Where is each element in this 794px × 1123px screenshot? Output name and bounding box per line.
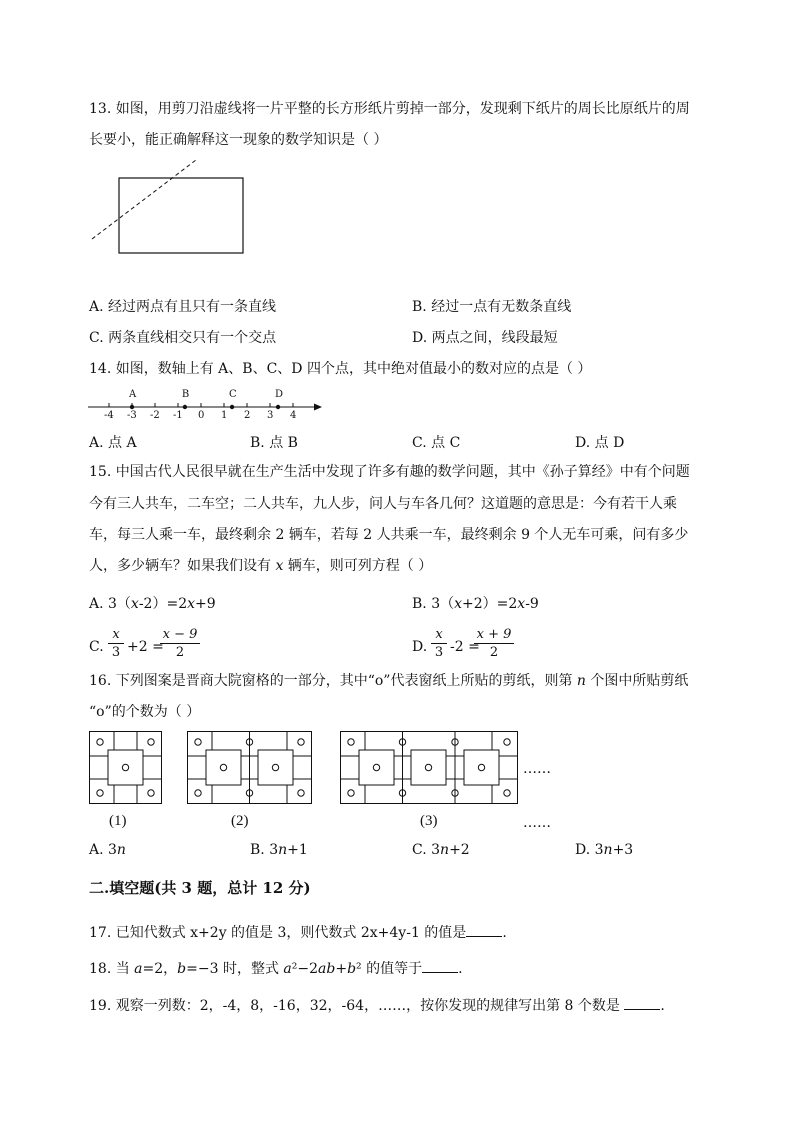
section-2-heading: 二.填空题(共 3 题，总计 12 分) xyxy=(89,879,311,897)
q16-line1: 16. 下列图案是晋商大院窗格的一部分，其中“o”代表窗纸上所贴的剪纸，则第 n 个图中所贴剪纸 xyxy=(89,673,689,689)
q15-line3: 车，每三人乘一车，最终剩余 2 辆车，若每 2 人共乘一车，最终剩余 9 个人无车可乘，问有多少 xyxy=(89,527,689,543)
q16-figure-1 xyxy=(89,731,169,806)
number-line-point-label-b: B xyxy=(181,389,190,400)
q14-line1: 14. 如图，数轴上有 A、B、C、D 四个点，其中绝对值最小的数对应的点是（ ） xyxy=(89,361,592,377)
q18-answer-blank[interactable] xyxy=(422,958,458,973)
q16-line2: “o”的个数为（ ） xyxy=(89,704,201,720)
q14-option-b[interactable]: B. 点 B xyxy=(250,435,298,451)
q15-line1: 15. 中国古代人民很早就在生产生活中发现了许多有趣的数学问题，其中《孙子算经》中有个问题 xyxy=(89,464,690,480)
q16-caption-1: (1) xyxy=(109,813,127,829)
number-line-tick-label: 3 xyxy=(267,410,274,421)
number-line-tick-label: -1 xyxy=(173,410,183,421)
q15-line4: 人，多少辆车？如果我们设有 x 辆车，则可列方程（ ） xyxy=(89,558,433,574)
q13-option-c[interactable]: C. 两条直线相交只有一个交点 xyxy=(89,330,277,346)
number-line-tick-label: -2 xyxy=(150,410,160,421)
number-line-point-b xyxy=(183,405,187,409)
q19-line: 19. 观察一列数：2，-4，8，-16，32，-64，……，按你发现的规律写出第 8 个数是 . xyxy=(89,995,665,1016)
q13-option-b[interactable]: B. 经过一点有无数条直线 xyxy=(412,299,572,315)
q15-option-c-mid: +2 = xyxy=(127,639,164,655)
number-line-tick-label: 4 xyxy=(290,410,297,421)
q15-option-d-label[interactable]: D. xyxy=(412,639,428,655)
q13-option-d[interactable]: D. 两点之间，线段最短 xyxy=(412,330,558,346)
q16-option-a[interactable]: A. 3n xyxy=(89,842,126,858)
q15-option-b[interactable]: B. 3（x+2）=2x-9 xyxy=(412,596,539,612)
q13-option-a[interactable]: A. 经过两点有且只有一条直线 xyxy=(89,299,277,315)
number-line-point-d xyxy=(276,405,280,409)
q17-line: 17. 已知代数式 x+2y 的值是 3，则代数式 2x+4y-1 的值是 . xyxy=(89,922,507,943)
number-line-point-label-a: A xyxy=(129,389,137,400)
q15-line2: 今有三人共车，二车空；二人共车，九人步，问人与车各几何？这道题的意思是：今有若干人乘 xyxy=(89,496,677,512)
q17-answer-blank[interactable] xyxy=(466,922,502,937)
number-line-tick-label: -3 xyxy=(127,410,137,421)
q16-option-c[interactable]: C. 3n+2 xyxy=(412,842,470,858)
q16-figure-2 xyxy=(187,731,317,806)
q15-option-c-label[interactable]: C. xyxy=(89,639,104,655)
number-line-point-a xyxy=(130,405,134,409)
q15-option-c-fraction2: x − 9 2 xyxy=(160,627,200,660)
q14-option-d[interactable]: D. 点 D xyxy=(575,435,625,451)
q15-option-d-mid: -2 = xyxy=(450,639,480,655)
q14-option-a[interactable]: A. 点 A xyxy=(89,435,137,451)
number-line-tick-label: -4 xyxy=(104,410,114,421)
q19-answer-blank[interactable] xyxy=(624,995,660,1010)
number-line-point-label-d: D xyxy=(275,389,284,400)
q15-option-d-fraction1: x 3 xyxy=(431,627,447,660)
q16-ellipsis-2: …… xyxy=(523,815,551,831)
number-line-tick-label: 2 xyxy=(244,410,251,421)
q13-line2: 长要小，能正确解释这一现象的数学知识是（ ） xyxy=(89,132,388,148)
q13-line1: 13. 如图，用剪刀沿虚线将一片平整的长方形纸片剪掉一部分，发现剩下纸片的周长比原纸片的周 xyxy=(89,101,690,117)
q18-line: 18. 当 a=2，b=−3 时，整式 a²−2ab+b² 的值等于 . xyxy=(89,958,463,979)
q15-option-a[interactable]: A. 3（x-2）=2x+9 xyxy=(89,596,216,612)
q13-rectangle-figure xyxy=(85,160,285,270)
number-line-point-label-c: C xyxy=(229,389,237,400)
q15-option-c-fraction1: x 3 xyxy=(108,627,124,660)
q16-option-d[interactable]: D. 3n+3 xyxy=(575,842,634,858)
q16-figure-3 xyxy=(340,731,522,806)
number-line-tick-label: 1 xyxy=(221,410,228,421)
q16-ellipsis-1: …… xyxy=(523,761,551,777)
q16-caption-3: (3) xyxy=(420,813,438,829)
number-line-point-c xyxy=(230,405,234,409)
q16-option-b[interactable]: B. 3n+1 xyxy=(250,842,308,858)
q14-option-c[interactable]: C. 点 C xyxy=(412,435,461,451)
q15-option-d-fraction2: x + 9 2 xyxy=(474,627,514,660)
q16-caption-2: (2) xyxy=(231,813,249,829)
number-line-tick-label: 0 xyxy=(198,410,205,421)
